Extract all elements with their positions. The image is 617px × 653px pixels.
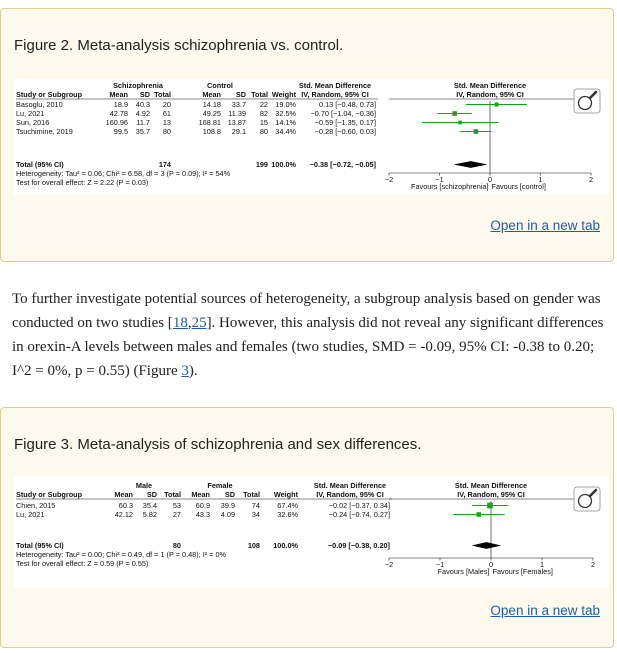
x-axis-tick-label: 1 [539,560,545,569]
study-estimate-marker [474,129,479,134]
column-header-sd: SD [139,90,150,99]
heterogeneity-stats: Heterogeneity: Tau² = 0.00; Chi² = 0.49, df = 1 (P = 0.48); I² = 0% [16,550,227,559]
study-weight: 32.6% [277,510,298,519]
study-mean-1: 160.96 [105,118,128,127]
pooled-estimate-diamond [472,542,502,549]
study-total-1: 53 [172,501,181,510]
study-total-2: 22 [259,100,268,109]
study-total-2: 15 [259,118,268,127]
study-mean-1: 60.3 [118,501,133,510]
study-mean-1: 18.9 [113,100,128,109]
study-weight: 32.5% [275,109,296,118]
study-mean-2: 60.9 [195,501,210,510]
forest-plot-figure-3[interactable] [14,476,609,588]
study-name: Chien, 2015 [16,501,56,510]
study-mean-2: 168.81 [198,118,221,127]
study-mean-1: 42.78 [109,109,128,118]
study-weight: 67.4% [277,501,298,510]
study-effect-ci: −0.70 [−1.04, −0.36] [310,109,376,118]
total-n-1: 174 [158,160,171,169]
study-effect-ci: 0.13 [−0.48, 0.73] [318,100,376,109]
group2-header: Control [207,81,233,90]
study-total-1: 61 [162,109,171,118]
study-sd-2: 33.7 [231,100,246,109]
total-label: Total (95% CI) [16,160,64,169]
reference-link-25[interactable]: 25 [191,315,207,331]
study-sd-2: 4.09 [220,510,235,519]
study-total-1: 13 [162,118,171,127]
plot-header: Std. Mean Difference [453,81,527,90]
study-name: Lu, 2021 [16,109,45,118]
study-name: Tsuchimine, 2019 [16,127,73,136]
study-estimate-marker [495,103,499,107]
x-axis-tick-label: 2 [588,175,594,184]
study-estimate-marker [487,503,493,509]
column-header-sd: SD [146,490,157,499]
column-header-mean: Mean [109,90,128,99]
column-header-total: Total [154,90,171,99]
paragraph-text: To further investigate potential sources of heterogeneity, a subgroup analysis based on gender was conducted on two studies [ [12,291,601,331]
open-in-new-tab-link[interactable]: Open in a new tab [490,218,600,233]
column-header-sd: SD [224,490,235,499]
heterogeneity-stats: Heterogeneity: Tau² = 0.06; Chi² = 6.58, df = 3 (P = 0.09); I² = 54% [16,169,231,178]
study-sd-2: 11.39 [228,109,246,118]
study-mean-2: 43.3 [195,510,210,519]
x-axis-tick-label: −2 [384,560,394,569]
study-sd-2: 13.87 [227,118,246,127]
study-total-2: 82 [259,109,268,118]
column-header-weight: Weight [273,490,298,499]
study-mean-1: 99.5 [113,127,128,136]
total-weight: 100.0% [273,541,298,550]
total-n-2: 199 [255,160,268,169]
x-axis-tick-label: 2 [590,560,596,569]
total-effect-ci: −0.38 [−0.72, −0.05] [309,160,376,169]
favours-right-label: Favours [Females] [492,567,553,576]
study-effect-ci: −0.02 [−0.37, 0.34] [328,501,390,510]
plot-subheader: IV, Random, 95% CI [456,90,524,99]
forest-plot-svg [14,79,609,195]
x-axis-tick-label: 0 [487,175,493,184]
study-effect-ci: −0.24 [−0.74, 0.27] [328,510,390,519]
figure-caption: Figure 3. Meta-analysis of schizophrenia and sex differences. [14,436,422,453]
study-total-1: 20 [162,100,171,109]
study-total-1: 27 [172,510,181,519]
effect-header: Std. Mean Difference [298,81,372,90]
study-sd-2: 39.9 [220,501,235,510]
figure-caption: Figure 2. Meta-analysis schizophrenia vs. control. [14,37,344,54]
zoom-icon[interactable] [574,89,600,113]
reference-separator: , [187,315,192,331]
x-axis-tick-label: −2 [384,175,394,184]
forest-plot-figure-2[interactable] [14,79,609,195]
group2-header: Female [207,481,233,490]
study-weight: 19.0% [275,100,296,109]
study-name: Lu, 2021 [16,510,45,519]
effect-subheader: IV, Random, 95% CI [316,490,384,499]
overall-effect-test: Test for overall effect: Z = 0.59 (P = 0.55) [16,559,149,568]
x-axis-tick-label: −1 [435,175,444,184]
paragraph-text: ]. However, this analysis did not reveal any significant differences in orexin-A levels between males and females (two studies, SMD = -0.09, 95% CI: -0.38 to 0.20; I^2 = 0%, p = 0.55) (Figure [12,315,604,379]
x-axis-tick-label: 1 [538,175,543,184]
study-mean-1: 42.12 [114,510,133,519]
column-header-mean: Mean [202,90,221,99]
x-axis-tick-label: −1 [435,560,445,569]
reference-link-18[interactable]: 18 [172,315,188,331]
figure-3-link[interactable]: 3 [181,363,189,379]
study-mean-2: 49.25 [202,109,221,118]
study-estimate-marker [458,121,462,125]
group1-header: Schizophrenia [113,81,163,90]
study-total-2: 80 [259,127,268,136]
plot-subheader: IV, Random, 95% CI [457,490,525,499]
study-sd-1: 4.92 [135,109,150,118]
study-weight: 34.4% [275,127,296,136]
study-name: Basoglu, 2010 [16,100,63,109]
column-header-study: Study or Subgroup [16,490,83,499]
study-mean-2: 14.18 [202,100,221,109]
total-n-1: 80 [172,541,181,550]
x-axis-tick-label: 0 [488,560,494,569]
study-estimate-marker [452,111,457,116]
column-header-mean: Mean [114,490,133,499]
column-header-weight: Weight [271,90,296,99]
study-effect-ci: −0.28 [−0.60, 0.03] [314,127,376,136]
overall-effect-test: Test for overall effect: Z = 2.22 (P = 0.03) [16,178,149,187]
study-weight: 14.1% [275,118,296,127]
total-weight: 100.0% [271,160,296,169]
total-n-2: 108 [247,541,260,550]
pooled-estimate-diamond [454,161,488,168]
study-estimate-marker [476,512,481,517]
paragraph-text: ). [188,363,198,379]
study-sd-1: 35.4 [142,501,157,510]
study-mean-2: 108.8 [202,127,221,136]
open-in-new-tab-link[interactable]: Open in a new tab [490,603,600,618]
column-header-total: Total [164,490,181,499]
study-sd-2: 29.1 [231,127,246,136]
study-sd-1: 11.7 [136,118,150,127]
favours-left-label: Favours [Males] [437,567,490,576]
study-total-2: 34 [251,510,260,519]
zoom-icon[interactable] [574,487,600,511]
study-name: Sun, 2016 [16,118,50,127]
study-effect-ci: −0.59 [−1.35, 0.17] [314,118,376,127]
column-header-total: Total [251,90,268,99]
forest-plot-svg [14,476,609,588]
study-total-2: 74 [251,501,260,510]
total-effect-ci: −0.09 [−0.38, 0.20] [327,541,390,550]
effect-header: Std. Mean Difference [313,481,387,490]
study-total-1: 80 [162,127,171,136]
column-header-total: Total [243,490,260,499]
column-header-study: Study or Subgroup [16,90,83,99]
column-header-sd: SD [235,90,246,99]
study-sd-1: 35.7 [135,127,150,136]
group1-header: Male [135,481,153,490]
body-paragraph [12,287,606,383]
column-header-mean: Mean [191,490,210,499]
favours-left-label: Favours [schizophrenia] [411,182,489,191]
total-label: Total (95% CI) [16,541,64,550]
study-sd-1: 40.3 [135,100,150,109]
figure-2-card [0,8,614,262]
plot-header: Std. Mean Difference [454,481,528,490]
figure-3-card [0,407,614,648]
effect-subheader: IV, Random, 95% CI [301,90,369,99]
favours-right-label: Favours [control] [491,182,546,191]
study-sd-1: 5.82 [142,510,157,519]
